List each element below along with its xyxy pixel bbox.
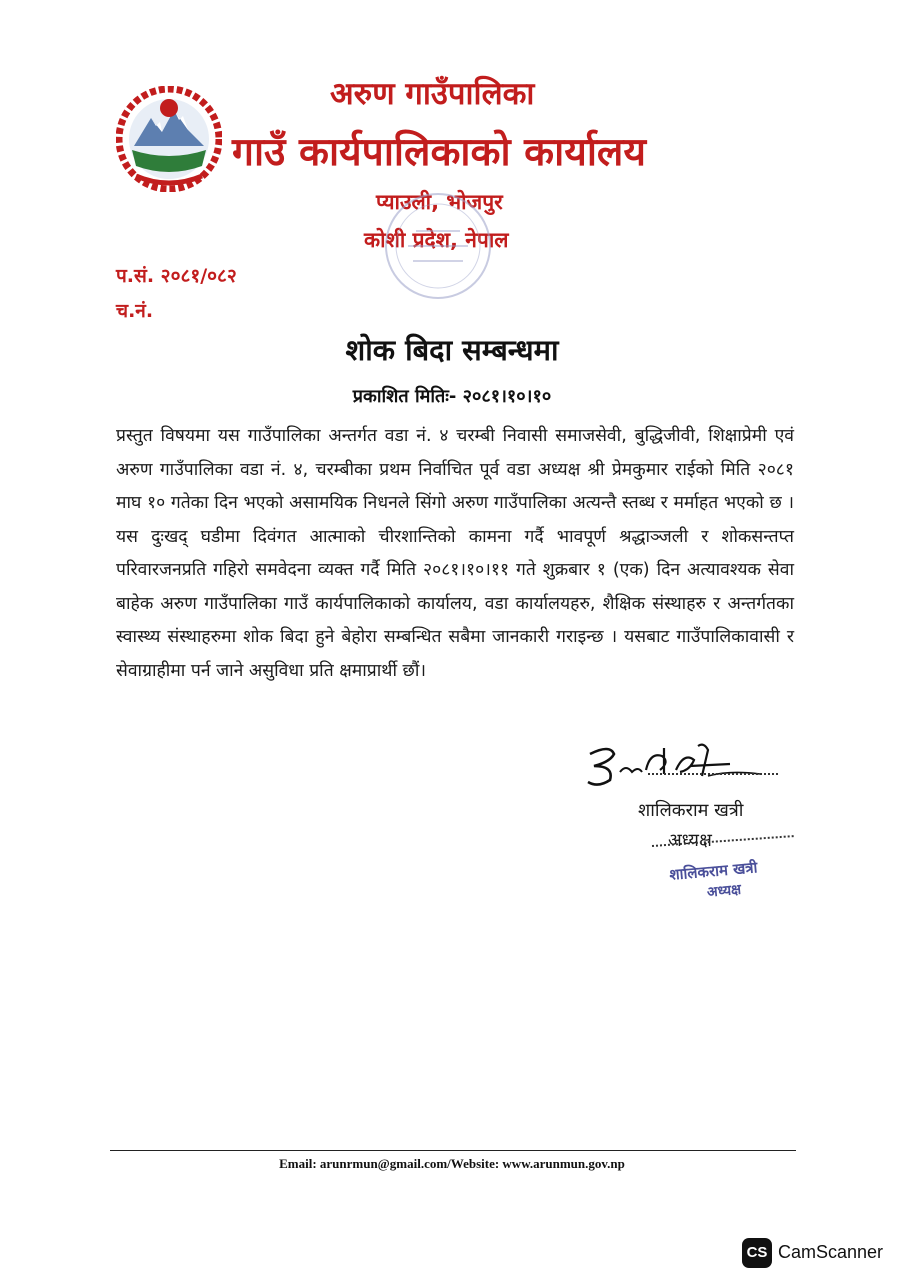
dispatch-number: च.नं.	[116, 300, 154, 322]
letter-number: प.सं. २०८१/०८२	[116, 265, 237, 287]
camscanner-watermark: CamScanner	[778, 1242, 884, 1262]
chairperson-stamp	[640, 850, 790, 910]
published-date: प्रकाशित मितिः- २०८१।१०।१०	[352, 386, 552, 407]
handwritten-signature-icon	[580, 740, 780, 790]
office-address: प्याउली, भोजपुर	[376, 190, 503, 214]
footer-contact: Email: arunrmun@gmail.com/Website: www.arunmun.gov.np	[279, 1156, 625, 1171]
office-name: गाउँ कार्यपालिकाको कार्यालय	[232, 130, 646, 175]
camscanner-logo-icon: CS	[742, 1238, 772, 1268]
signatory-name: शालिकराम खत्री	[638, 800, 744, 821]
province-country: कोशी प्रदेश, नेपाल	[364, 228, 509, 252]
document-subject: शोक बिदा सम्बन्धमा	[345, 333, 559, 367]
signatory-title: अध्यक्ष	[668, 830, 712, 851]
office-seal-icon	[378, 186, 498, 306]
signature-line	[648, 773, 778, 775]
notice-body: प्रस्तुत विषयमा यस गाउँपालिका अन्तर्गत वडा नं. ४ चरम्बी निवासी समाजसेवी, बुद्धिजीवी, शिक्षाप्रेमी एवं अरुण गाउँपालिका वडा नं. ४, चरम्बीका प्रथम निर्वाचित पूर्व वडा अध्यक्ष श्री प्रेमकुमार राईको मिति २०८१ माघ १० गतेका दिन भएको असामयिक निधनले सिंगो अरुण गाउँपालिका अत्यन्तै स्तब्ध र मर्माहत भएको छ । यस दुःखद् घडीमा दिवंगत आत्माको चीरशान्तिको कामना गर्दै भावपूर्ण श्रद्धाञ्जली र शोकसन्तप्त परिवारजनप्रति गहिरो समवेदना व्यक्त गर्दै मिति २०८१।१०।११ गते शुक्रबार १ (एक) दिन अत्यावश्यक सेवा बाहेक अरुण गाउँपालिका गाउँ कार्यपालिकाको कार्यालय, वडा कार्यालयहरु, शैक्षिक संस्थाहरु र अन्तर्गतका स्वास्थ्य संस्थाहरुमा शोक बिदा हुने बेहोरा सम्बन्धित सबैमा जानकारी गराइन्छ । यसबाट गाउँपालिकावासी र सेवाग्राहीमा पर्न जाने असुविधा प्रति क्षमाप्रार्थी छौं।	[116, 426, 794, 681]
stamp-name: शालिकराम खत्री	[668, 858, 759, 884]
municipality-emblem-icon	[116, 86, 222, 192]
footer-divider	[110, 1150, 796, 1151]
municipality-name: अरुण गाउँपालिका	[330, 76, 535, 112]
stamp-title: अध्यक्ष	[706, 881, 742, 901]
